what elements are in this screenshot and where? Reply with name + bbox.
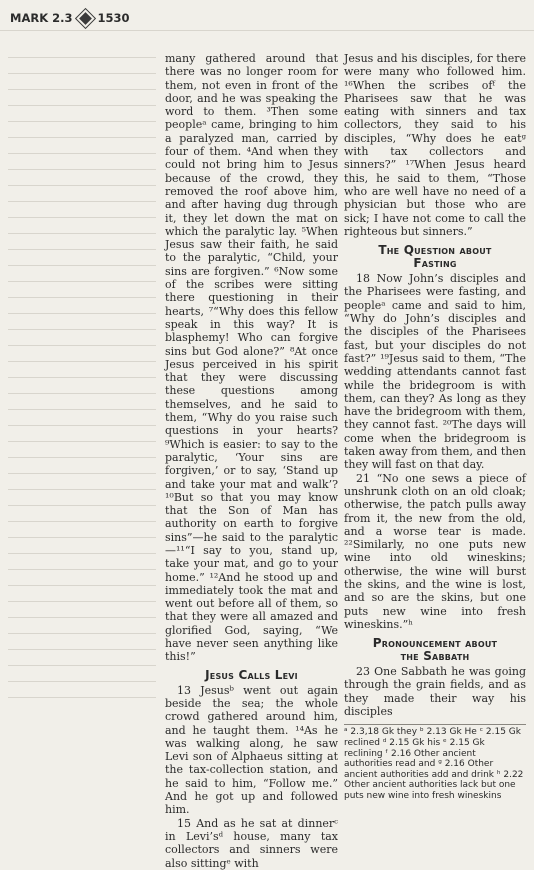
passage-paragraph: 15 And as he sat at dinnerᶜ in Levi’sᵈ house, many tax collectors and sinners were also sittingᵉ with xyxy=(165,816,338,870)
heading-line: the Sabbath xyxy=(400,649,470,664)
heading-line: The Question about xyxy=(378,243,492,258)
text-column-right xyxy=(344,52,526,802)
passage-paragraph: 13 Jesusᵇ went out again beside the sea; the whole crowd gathered around him, and he taught them. ¹⁴As he was walking along, he saw Levi son of Alphaeus sitting at the tax-collection station, and he said to him, “Follow me.” And he got up and followed him. xyxy=(165,683,338,817)
footnotes: ᵃ 2.3,18 Gk they ᵇ 2.13 Gk He ᶜ 2.15 Gk reclined ᵈ 2.15 Gk his ᵉ 2.15 Gk reclining ᶠ 2.16 Other ancient authorities read and ᵍ 2.16 Other ancient authorities add and drink ʰ 2.22 Other ancient authorities lack but one puts new wine into fresh wineskins xyxy=(344,724,526,801)
section-heading-fasting xyxy=(344,244,526,270)
passage-paragraph: many gathered around that there was no longer room for them, not even in front of the door, and he was speaking the word to them. ³Then some peopleᵃ came, bringing to him a paralyzed man, carried by four of them. ⁴And when they could not bring him to Jesus because of the crowd, they removed the roof above him, and after having dug through it, they let down the mat on which the paralytic lay. ⁵When Jesus saw their faith, he said to the paralytic, “Child, your sins are forgiven.” ⁶Now some of the scribes were sitting there questioning in their hearts, ⁷“Why does this fellow speak in this way? It is blasphemy! Who can forgive sins but God alone?” ⁸At once Jesus perceived in his spirit that they were discussing these questions among themselves, and he said to them, “Why do you raise such questions in your hearts? ⁹Which is easier: to say to the paralytic, ‘Your sins are forgiven,’ or to say, ‘Stand up and take your mat and walk’? ¹⁰But so that you may know that the Son of Man has authority on earth to forgive sins”—he said to the paralytic—¹¹“I say to you, stand up, take your mat, and go to your home.” ¹²And he stood up and immediately took the mat and went out before all of them, so that they were all amazed and glorified God, saying, “We have never seen anything like this!” xyxy=(165,52,338,664)
page-header xyxy=(10,8,130,28)
section-heading-jesus-calls-levi: Jesus Calls Levi xyxy=(205,667,298,682)
book-reference: MARK 2.3 xyxy=(10,11,73,25)
passage-paragraph: 21 “No one sews a piece of unshrunk cloth on an old cloak; otherwise, the patch pulls away from it, the new from the old, and a worse tear is made. ²²Similarly, no one puts new wine into old wineskins; otherwise, the wine will burst the skins, and the wine is lost, and so are the skins, but one puts new wine into fresh wineskins.”ʰ xyxy=(344,471,526,631)
diamond-ornament-icon xyxy=(79,12,92,25)
heading-line: Fasting xyxy=(413,256,457,271)
section-heading-sabbath xyxy=(344,637,526,663)
heading-line: Pronouncement about xyxy=(372,636,498,651)
text-column-left xyxy=(165,52,338,870)
header-divider xyxy=(0,30,534,31)
page-number: 1530 xyxy=(97,11,130,25)
passage-paragraph: 18 Now John’s disciples and the Pharisees were fasting, and peopleᵃ came and said to him, “Why do John’s disciples and the disciples of the Pharisees fast, but your disciples do not fast?” ¹⁹Jesus said to them, “The wedding attendants cannot fast while the bridegroom is with them, can they? As long as they have the bridegroom with them, they cannot fast. ²⁰The days will come when the bridegroom is taken away from them, and then they will fast on that day. xyxy=(344,272,526,472)
notes-ruled-margin xyxy=(8,42,156,707)
passage-paragraph: 23 One Sabbath he was going through the grain fields, and as they made their way his disciples xyxy=(344,665,526,719)
passage-paragraph: Jesus and his disciples, for there were many who followed him. ¹⁶When the scribes ofᶠ the Pharisees saw that he was eating with sinners and tax collectors, they said to his disciples, “Why does he eatᵍ with tax collectors and sinners?” ¹⁷When Jesus heard this, he said to them, “Those who are well have no need of a physician but those who are sick; I have not come to call the righteous but sinners.” xyxy=(344,52,526,238)
